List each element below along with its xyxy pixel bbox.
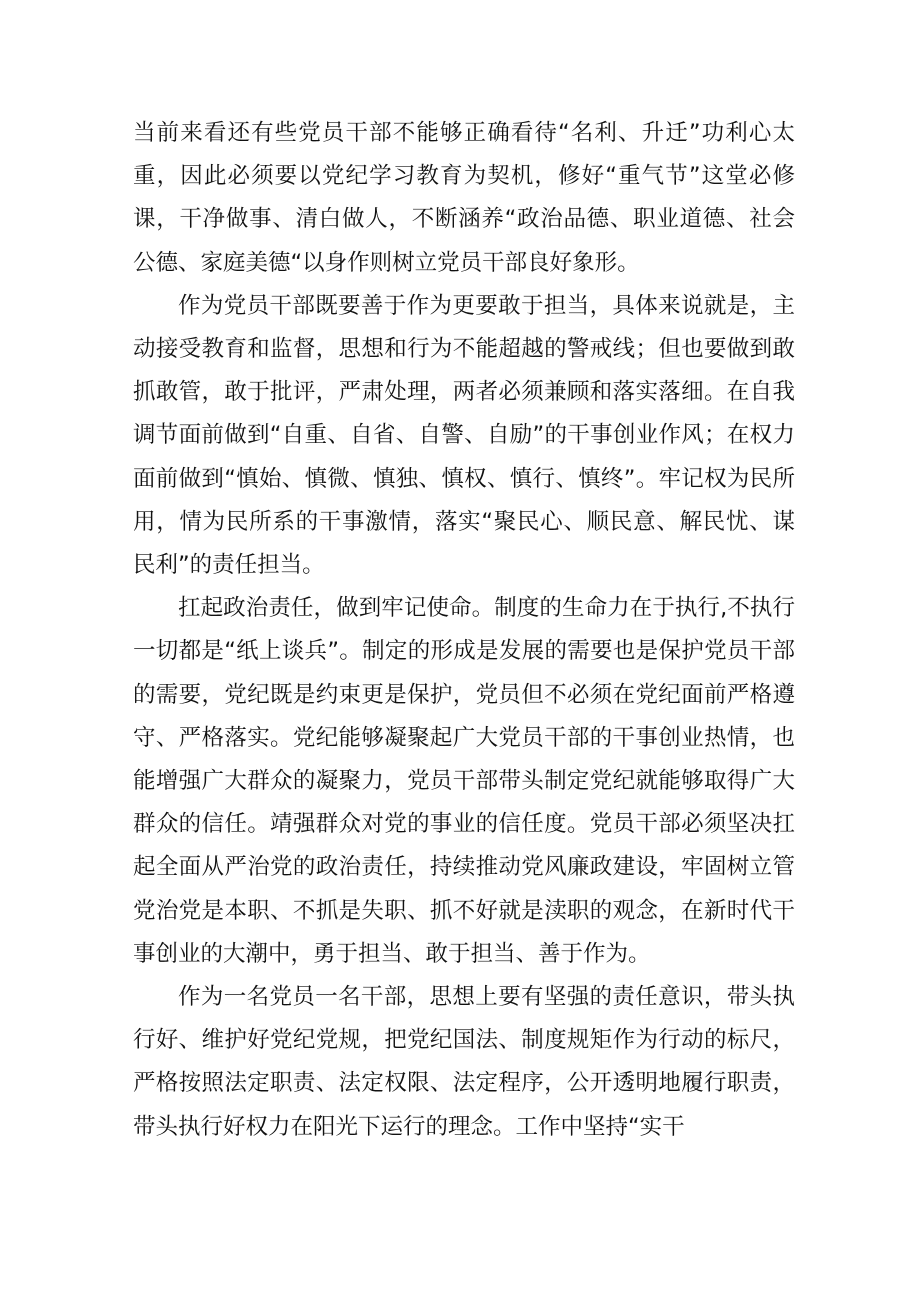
document-body: [133, 112, 795, 1149]
paragraph-4: 作为一名党员一名干部，思想上要有坚强的责任意识，带头执行好、维护好党纪党规，把党纪国法、制度规矩作为行动的标尺，严格按照法定职责、法定权限、法定程序，公开透明地履行职责，带头执行好权力在阳光下运行的理念。工作中坚持“实干: [133, 984, 795, 1140]
paragraph-3: 扛起政治责任，做到牢记使命。制度的生命力在于执行,不执行一切都是“纸上谈兵”。制定的形成是发展的需要也是保护党员干部的需要，党纪既是约束更是保护，党员但不必须在党纪面前严格遵守、严格落实。党纪能够凝聚起广大党员干部的干事创业热情，也能增强广大群众的凝聚力，党员干部带头制定党纪就能够取得广大群众的信任。靖强群众对党的事业的信任度。党员干部必须坚决扛起全面从严治党的政治责任，持续推动党风廉政建设，牢固树立管党治党是本职、不抓是失职、抓不好就是渎职的观念，在新时代干事创业的大潮中，勇于担当、敢于担当、善于作为。: [133, 595, 795, 967]
paragraph-1: 当前来看还有些党员干部不能够正确看待“名利、升迁”功利心太重，因此必须要以党纪学习教育为契机，修好“重气节”这堂必修课，干净做事、清白做人，不断涵养“政治品德、职业道德、社会公德、家庭美德“以身作则树立党员干部良好象形。: [133, 120, 795, 276]
paragraph-2: 作为党员干部既要善于作为更要敢于担当，具体来说就是，主动接受教育和监督，思想和行为不能超越的警戒线；但也要做到敢抓敢管，敢于批评，严肃处理，两者必须兼顾和落实落细。在自我调节面前做到“自重、自省、自警、自励”的干事创业作风；在权力面前做到“慎始、慎微、慎独、慎权、慎行、慎终”。牢记权为民所用，情为民所系的干事激情，落实“聚民心、顺民意、解民忧、谋民利”的责任担当。: [133, 292, 795, 579]
